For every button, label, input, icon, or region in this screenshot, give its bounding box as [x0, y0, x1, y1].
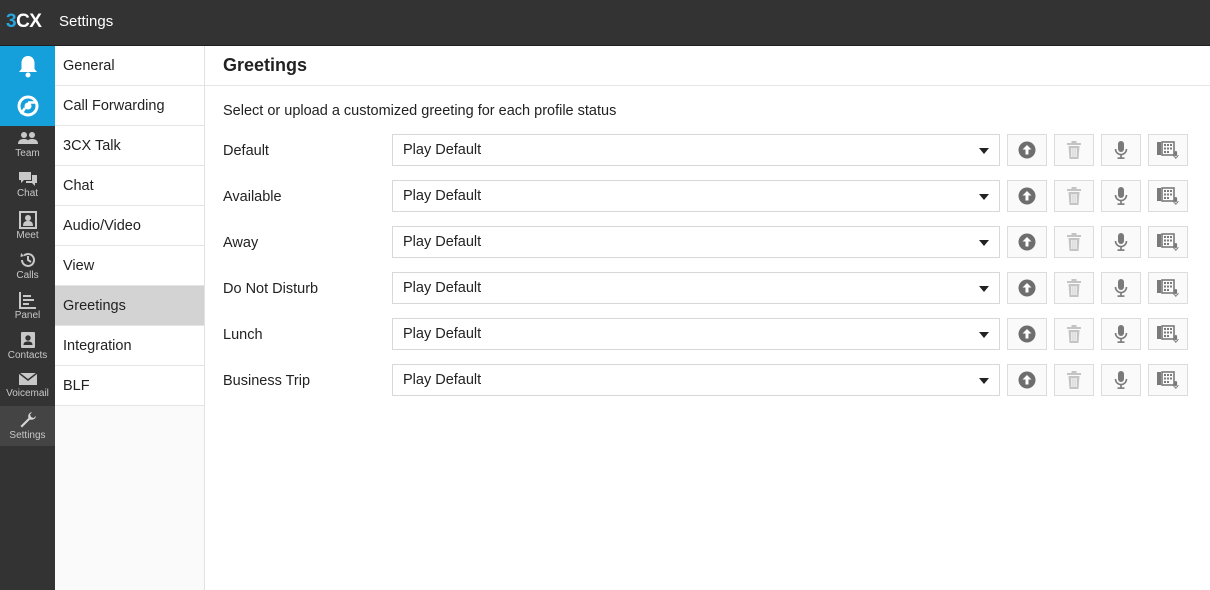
rail-label: Panel: [14, 310, 41, 321]
trash-icon: [1066, 279, 1082, 297]
status-label: Business Trip: [223, 373, 311, 389]
delete-button[interactable]: [1054, 318, 1094, 350]
rail-item-calls[interactable]: [0, 246, 55, 286]
greeting-select-value: Play Default: [403, 280, 482, 296]
nav-item-view[interactable]: View: [55, 246, 204, 286]
rail-item-panel[interactable]: [0, 286, 55, 326]
panel-icon: [19, 291, 37, 309]
nav-item-chat[interactable]: Chat: [55, 166, 204, 206]
record-by-phone-button[interactable]: [1148, 364, 1188, 396]
phone-record-icon: [1156, 186, 1180, 206]
rail-label: Voicemail: [6, 388, 49, 399]
record-button[interactable]: [1101, 364, 1141, 396]
greeting-row-lunch: [223, 318, 1193, 350]
greeting-select[interactable]: [392, 180, 1000, 212]
upload-icon: [1018, 279, 1036, 297]
page-title: Greetings: [205, 46, 1210, 86]
record-by-phone-button[interactable]: [1148, 226, 1188, 258]
record-button[interactable]: [1101, 318, 1141, 350]
upload-button[interactable]: [1007, 364, 1047, 396]
rail-label: Calls: [16, 270, 39, 281]
trash-icon: [1066, 141, 1082, 159]
rail-label: Meet: [16, 230, 39, 241]
rail-label: Settings: [9, 430, 46, 441]
wrench-icon: [19, 411, 37, 429]
record-button[interactable]: [1101, 272, 1141, 304]
microphone-icon: [1114, 279, 1128, 297]
trash-icon: [1066, 371, 1082, 389]
phone-record-icon: [1156, 232, 1180, 252]
microphone-icon: [1114, 325, 1128, 343]
rail-item-meet[interactable]: [0, 206, 55, 246]
record-button[interactable]: [1101, 226, 1141, 258]
icon-rail: [0, 46, 55, 590]
greeting-select-value: Play Default: [403, 188, 482, 204]
status-label: Away: [223, 235, 259, 251]
upload-icon: [1018, 233, 1036, 251]
rail-item-chat[interactable]: [0, 166, 55, 206]
phone-record-icon: [1156, 324, 1180, 344]
greeting-row-available: [223, 180, 1193, 212]
voicemail-icon: [18, 371, 38, 387]
record-button[interactable]: [1101, 134, 1141, 166]
greeting-select[interactable]: [392, 226, 1000, 258]
caret-down-icon: [979, 286, 989, 292]
rail-item-voicemail[interactable]: [0, 366, 55, 406]
upload-button[interactable]: [1007, 180, 1047, 212]
upload-icon: [1018, 187, 1036, 205]
upload-icon: [1018, 325, 1036, 343]
nav-item-greetings[interactable]: Greetings: [55, 286, 204, 326]
delete-button[interactable]: [1054, 364, 1094, 396]
rail-label: Team: [15, 148, 40, 159]
notifications-button[interactable]: [0, 46, 55, 86]
microphone-icon: [1114, 371, 1128, 389]
greeting-select[interactable]: [392, 272, 1000, 304]
nav-item-call-forwarding[interactable]: Call Forwarding: [55, 86, 204, 126]
greeting-select-value: Play Default: [403, 372, 482, 388]
greeting-row-business-trip: [223, 364, 1193, 396]
app-logo[interactable]: 3CX: [6, 11, 42, 32]
microphone-icon: [1114, 233, 1128, 251]
top-bar: [0, 0, 1210, 46]
microphone-icon: [1114, 187, 1128, 205]
status-label: Lunch: [223, 327, 263, 343]
app-title: Settings: [59, 13, 114, 30]
rail-label: Chat: [16, 188, 39, 199]
trash-icon: [1066, 233, 1082, 251]
greeting-select-value: Play Default: [403, 234, 482, 250]
chrome-extension-button[interactable]: [0, 86, 55, 126]
chat-icon: [18, 171, 38, 187]
record-by-phone-button[interactable]: [1148, 272, 1188, 304]
caret-down-icon: [979, 194, 989, 200]
bell-icon: [17, 54, 39, 78]
greeting-select-value: Play Default: [403, 142, 482, 158]
record-by-phone-button[interactable]: [1148, 180, 1188, 212]
chrome-icon: [17, 95, 39, 117]
rail-label: Contacts: [7, 350, 48, 361]
delete-button[interactable]: [1054, 272, 1094, 304]
team-icon: [18, 131, 38, 147]
nav-item-3cx-talk[interactable]: 3CX Talk: [55, 126, 204, 166]
greeting-row-default: [223, 134, 1193, 166]
record-button[interactable]: [1101, 180, 1141, 212]
phone-record-icon: [1156, 370, 1180, 390]
caret-down-icon: [979, 148, 989, 154]
upload-button[interactable]: [1007, 318, 1047, 350]
rail-item-contacts[interactable]: [0, 326, 55, 366]
page-subtitle: Select or upload a customized greeting for each profile status: [223, 103, 617, 119]
nav-item-general[interactable]: General: [55, 46, 204, 86]
phone-record-icon: [1156, 140, 1180, 160]
record-by-phone-button[interactable]: [1148, 134, 1188, 166]
main-content: [205, 46, 1210, 590]
nav-item-integration[interactable]: Integration: [55, 326, 204, 366]
status-label: Available: [223, 189, 282, 205]
trash-icon: [1066, 325, 1082, 343]
upload-button[interactable]: [1007, 226, 1047, 258]
caret-down-icon: [979, 378, 989, 384]
rail-item-settings[interactable]: [0, 406, 55, 446]
greeting-select[interactable]: [392, 318, 1000, 350]
meet-icon: [19, 211, 37, 229]
microphone-icon: [1114, 141, 1128, 159]
delete-button[interactable]: [1054, 134, 1094, 166]
nav-item-blf[interactable]: BLF: [55, 366, 204, 406]
greeting-row-do-not-disturb: [223, 272, 1193, 304]
trash-icon: [1066, 187, 1082, 205]
history-icon: [19, 251, 37, 269]
greeting-select[interactable]: [392, 364, 1000, 396]
upload-button[interactable]: [1007, 272, 1047, 304]
delete-button[interactable]: [1054, 226, 1094, 258]
upload-icon: [1018, 141, 1036, 159]
greeting-row-away: [223, 226, 1193, 258]
caret-down-icon: [979, 240, 989, 246]
upload-button[interactable]: [1007, 134, 1047, 166]
delete-button[interactable]: [1054, 180, 1094, 212]
nav-item-audio-video[interactable]: Audio/Video: [55, 206, 204, 246]
caret-down-icon: [979, 332, 989, 338]
status-label: Do Not Disturb: [223, 281, 319, 297]
greeting-select[interactable]: [392, 134, 1000, 166]
upload-icon: [1018, 371, 1036, 389]
status-label: Default: [223, 143, 269, 159]
rail-item-team[interactable]: [0, 126, 55, 166]
phone-record-icon: [1156, 278, 1180, 298]
record-by-phone-button[interactable]: [1148, 318, 1188, 350]
contacts-icon: [19, 331, 37, 349]
greeting-select-value: Play Default: [403, 326, 482, 342]
settings-nav: [55, 46, 205, 590]
